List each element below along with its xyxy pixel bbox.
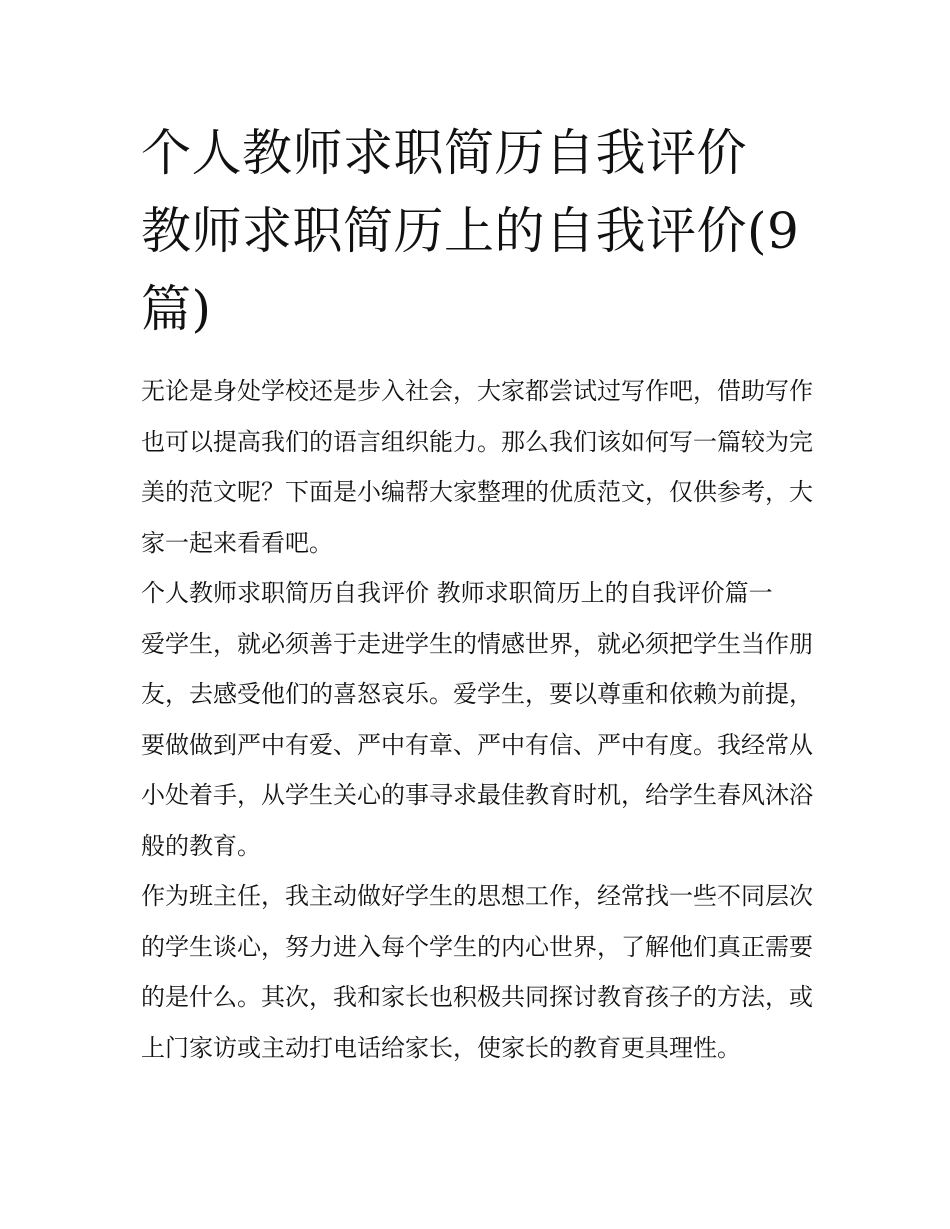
intro-paragraph: 无论是身处学校还是步入社会，大家都尝试过写作吧，借助写作也可以提高我们的语言组织能力。那么我们该如何写一篇较为完美的范文呢？下面是小编帮大家整理的优质范文，仅供参考，大家一起来看看吧。 [141, 377, 813, 557]
document-title: 个人教师求职简历自我评价 教师求职简历上的自我评价(9篇) [141, 124, 800, 338]
paragraph-list [141, 366, 813, 1073]
document-body [141, 114, 813, 1073]
body-paragraph: 爱学生，就必须善于走进学生的情感世界，就必须把学生当作朋友，去感受他们的喜怒哀乐。爱学生，要以尊重和依赖为前提，要做做到严中有爱、严中有章、严中有信、严中有度。我经常从小处着手，从学生关心的事寻求最佳教育时机，给学生春风沐浴般的教育。 [141, 629, 813, 860]
section-heading-paragraph: 个人教师求职简历自我评价 教师求职简历上的自我评价篇一 [141, 579, 773, 607]
body-paragraph: 作为班主任，我主动做好学生的思想工作，经常找一些不同层次的学生谈心，努力进入每个学生的内心世界，了解他们真正需要的是什么。其次，我和家长也积极共同探讨教育孩子的方法，或上门家访或主动打电话给家长，使家长的教育更具理性。 [141, 882, 813, 1062]
